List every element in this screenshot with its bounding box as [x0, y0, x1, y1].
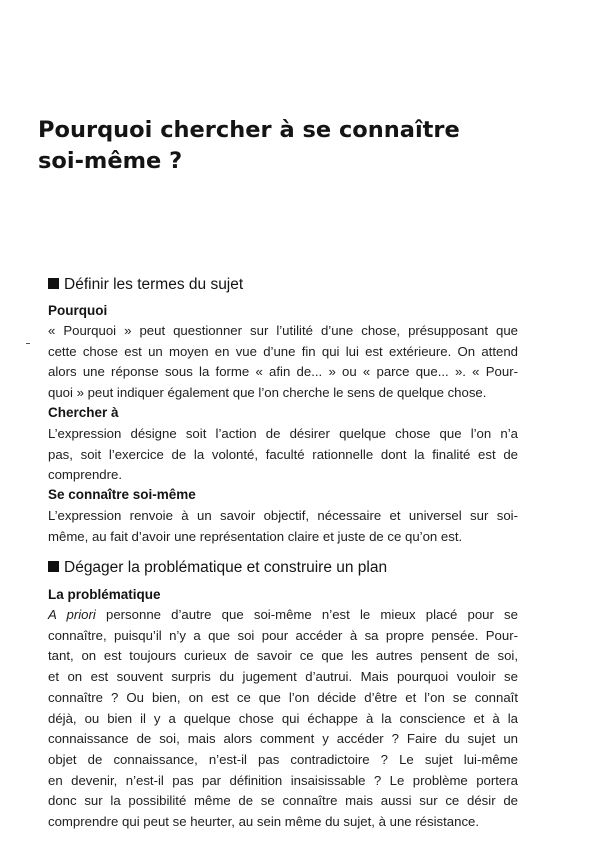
text-line: connaissance de soi, mais alors comment y accéder ? Faire du sujet un: [48, 731, 518, 747]
section-heading-definir: [48, 275, 243, 295]
paragraph-chercher: [48, 424, 518, 486]
text-line: connaître ? Ou bien, on est ce que l’on décide d’être et l’on se connaît: [48, 689, 518, 705]
square-bullet-icon: [48, 561, 59, 572]
section-heading-label: Définir les termes du sujet: [64, 276, 244, 293]
term-heading-se-connaitre: Se connaître soi-même: [48, 487, 196, 502]
text-line: alors une réponse sous la forme « afin de... » ou « parce que... ». « Pour-: [48, 364, 518, 380]
page-title-line-1: Pourquoi chercher à se connaître: [38, 117, 460, 143]
text-line: connaître, puisqu’il n’y a que soi pour accéder à sa propre pensée. Pour-: [48, 627, 518, 643]
text-line: comprendre.: [48, 467, 123, 483]
term-heading-problematique: La problématique: [48, 587, 161, 602]
text-line: pas, soit l’exercice de la volonté, faculté rationnelle dont la finalité est de: [48, 446, 518, 462]
text-line: tant, on est toujours curieux de savoir ce que les autres pensent de soi,: [48, 648, 518, 664]
paragraph-se-connaitre: [48, 506, 518, 547]
text-line: L’expression renvoie à un savoir objectif, nécessaire et universel sur soi-: [48, 508, 518, 523]
page-title: [38, 115, 558, 177]
text-line: L’expression désigne soit l’action de désirer quelque chose que l’on n’a: [48, 426, 518, 441]
text-line: cette chose est un moyen en vue d’une fin qui lui est extérieure. On attend: [48, 343, 518, 359]
page-title-line-2: soi-même ?: [38, 148, 183, 174]
text-line: même, au fait d’avoir une représentation claire et juste de ce qu’on est.: [48, 528, 463, 544]
term-heading-pourquoi: Pourquoi: [48, 303, 108, 318]
text-line: déjà, ou bien il y a quelque chose qui échappe à la conscience et à la: [48, 710, 518, 726]
term-heading-chercher: Chercher à: [48, 405, 119, 420]
square-bullet-icon: [48, 278, 59, 289]
text-line-rest: personne d’autre que soi-même n’est le mieux placé pour se: [95, 607, 518, 622]
text-line: objet de connaissance, n’est-il pas contradictoire ? Le sujet lui-même: [48, 751, 518, 767]
paragraph-problematique: [48, 605, 518, 833]
text-line: quoi » peut indiquer également que l’on cherche le sens de quelque chose.: [48, 385, 487, 401]
text-line: [48, 605, 518, 626]
section-heading-degager: [48, 558, 387, 578]
section-heading-label: Dégager la problématique et construire un plan: [64, 559, 388, 576]
text-line: et on est souvent surpris du jugement d’autrui. Mais pourquoi vouloir se: [48, 669, 518, 685]
text-line: « Pourquoi » peut questionner sur l’utilité d’une chose, présupposant que: [48, 323, 518, 338]
paragraph-pourquoi: [48, 321, 518, 404]
text-line: donc sur la possibilité même de se connaître mais aussi sur ce désir de: [48, 793, 518, 809]
text-line: comprendre qui peut se heurter, au sein même du sujet, à une résistance.: [48, 814, 480, 830]
text-line: en devenir, n’est-il pas par définition insaisissable ? Le problème portera: [48, 772, 518, 788]
italic-a-priori: A priori: [48, 607, 96, 622]
margin-mark: [26, 343, 30, 344]
